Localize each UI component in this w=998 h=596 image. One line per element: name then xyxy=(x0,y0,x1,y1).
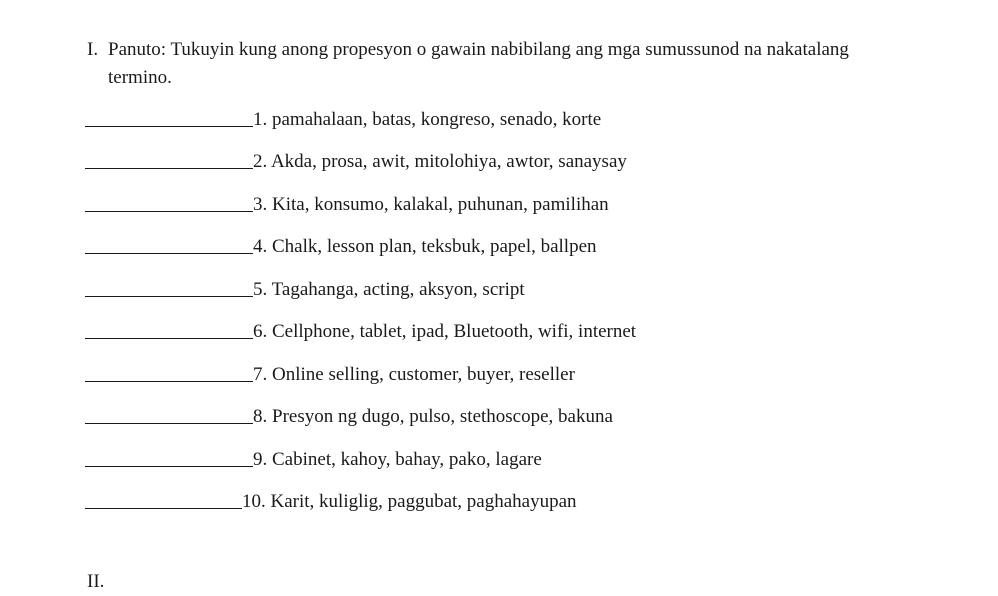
item-text: pamahalaan, batas, kongreso, senado, korte xyxy=(267,109,602,130)
answer-blank[interactable] xyxy=(85,105,253,127)
item-number: 2. xyxy=(253,151,268,172)
item-number: 10. xyxy=(242,491,266,512)
list-item xyxy=(85,105,601,135)
list-item xyxy=(85,402,613,432)
item-text: Karit, kuliglig, paggubat, paghahayupan xyxy=(265,491,577,512)
list-item xyxy=(85,487,577,517)
item-text: Presyon ng dugo, pulso, stethoscope, bakuna xyxy=(267,406,613,427)
item-number: 8. xyxy=(253,406,268,427)
item-number: 1. xyxy=(253,109,268,130)
item-text: Chalk, lesson plan, teksbuk, papel, ballpen xyxy=(267,236,597,257)
list-item xyxy=(85,360,575,390)
item-text: Cellphone, tablet, ipad, Bluetooth, wifi, internet xyxy=(267,321,637,342)
item-number: 6. xyxy=(253,321,268,342)
item-number: 9. xyxy=(253,449,268,470)
item-number: 7. xyxy=(253,364,268,385)
list-item xyxy=(85,317,636,347)
answer-blank[interactable] xyxy=(85,317,253,339)
answer-blank[interactable] xyxy=(85,402,253,424)
list-item xyxy=(85,190,609,220)
list-item xyxy=(85,445,542,475)
item-text: Akda, prosa, awit, mitolohiya, awtor, sanaysay xyxy=(267,151,627,172)
answer-blank[interactable] xyxy=(85,275,253,297)
answer-blank[interactable] xyxy=(85,232,253,254)
section-2-numeral: II. xyxy=(87,571,105,592)
list-item xyxy=(85,232,597,262)
list-item xyxy=(85,147,627,177)
item-number: 3. xyxy=(253,194,268,215)
section-1-numeral: I. xyxy=(87,39,99,60)
item-text: Tagahanga, acting, aksyon, script xyxy=(267,279,525,300)
answer-blank[interactable] xyxy=(85,360,253,382)
item-text: Kita, konsumo, kalakal, puhunan, pamilihan xyxy=(267,194,609,215)
instruction-line-1 xyxy=(87,36,967,64)
item-text: Cabinet, kahoy, bahay, pako, lagare xyxy=(267,449,542,470)
answer-blank[interactable] xyxy=(85,147,253,169)
instruction-text-1: Panuto: Tukuyin kung anong propesyon o gawain nabibilang ang mga sumussunod na nakatalang xyxy=(108,39,849,60)
section-2-heading-cutoff xyxy=(87,568,104,596)
item-number: 4. xyxy=(253,236,268,257)
item-text: Online selling, customer, buyer, reseller xyxy=(267,364,575,385)
answer-blank[interactable] xyxy=(85,487,242,509)
answer-blank[interactable] xyxy=(85,445,253,467)
answer-blank[interactable] xyxy=(85,190,253,212)
item-number: 5. xyxy=(253,279,268,300)
list-item xyxy=(85,275,525,305)
instruction-line-2: termino. xyxy=(108,67,172,88)
section-1-instruction xyxy=(87,36,967,92)
